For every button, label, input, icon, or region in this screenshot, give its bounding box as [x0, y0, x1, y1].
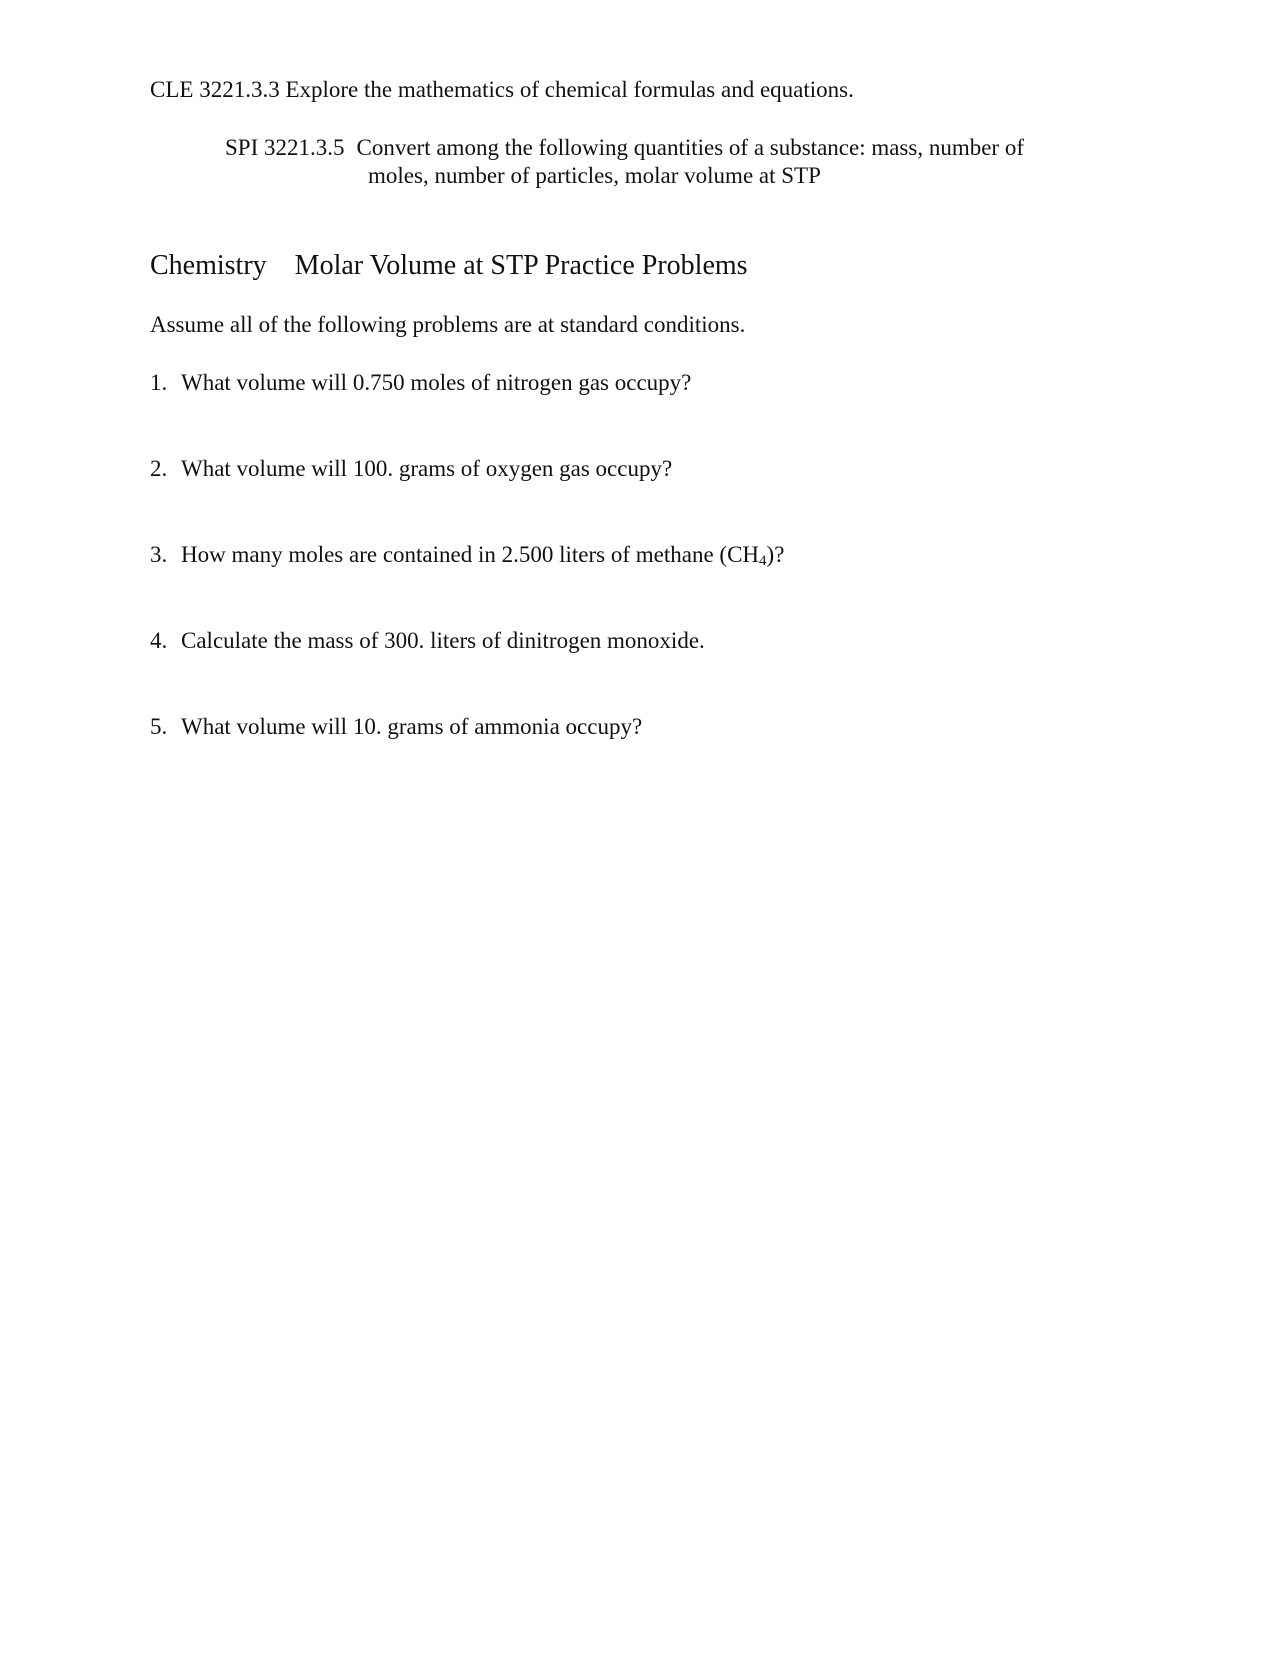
problem-text: How many moles are contained in 2.500 liters of methane (CH — [181, 542, 760, 567]
problem-item — [150, 627, 705, 655]
methane-subscript: 4 — [759, 553, 767, 569]
spi-standard-text-line2: moles, number of particles, molar volume at STP — [368, 163, 821, 188]
spi-standard — [225, 134, 1024, 162]
spi-standard-text-line1: Convert among the following quantities of a substance: mass, number of — [356, 135, 1025, 160]
problem-number: 1. — [150, 370, 168, 395]
problem-number: 3. — [150, 542, 168, 567]
cle-standard: CLE 3221.3.3 Explore the mathematics of chemical formulas and equations. — [150, 77, 854, 102]
spi-standard-label: SPI 3221.3.5 — [225, 135, 345, 160]
instructions: Assume all of the following problems are at standard conditions. — [150, 312, 746, 337]
problem-text-end: )? — [766, 542, 785, 567]
problem-item — [150, 541, 784, 569]
problem-item — [150, 369, 691, 397]
problem-text: What volume will 100. grams of oxygen gas occupy? — [181, 456, 673, 481]
problem-number: 5. — [150, 714, 168, 739]
problem-text: What volume will 0.750 moles of nitrogen gas occupy? — [181, 370, 692, 395]
problem-number: 2. — [150, 456, 168, 481]
worksheet-title: Molar Volume at STP Practice Problems — [294, 250, 748, 281]
problem-item — [150, 455, 672, 483]
problem-text: What volume will 10. grams of ammonia occupy? — [181, 714, 643, 739]
problem-text: Calculate the mass of 300. liters of dinitrogen monoxide. — [181, 628, 705, 653]
problem-item — [150, 713, 642, 741]
page-title — [150, 249, 748, 283]
subject-label: Chemistry — [150, 250, 267, 281]
problem-number: 4. — [150, 628, 168, 653]
